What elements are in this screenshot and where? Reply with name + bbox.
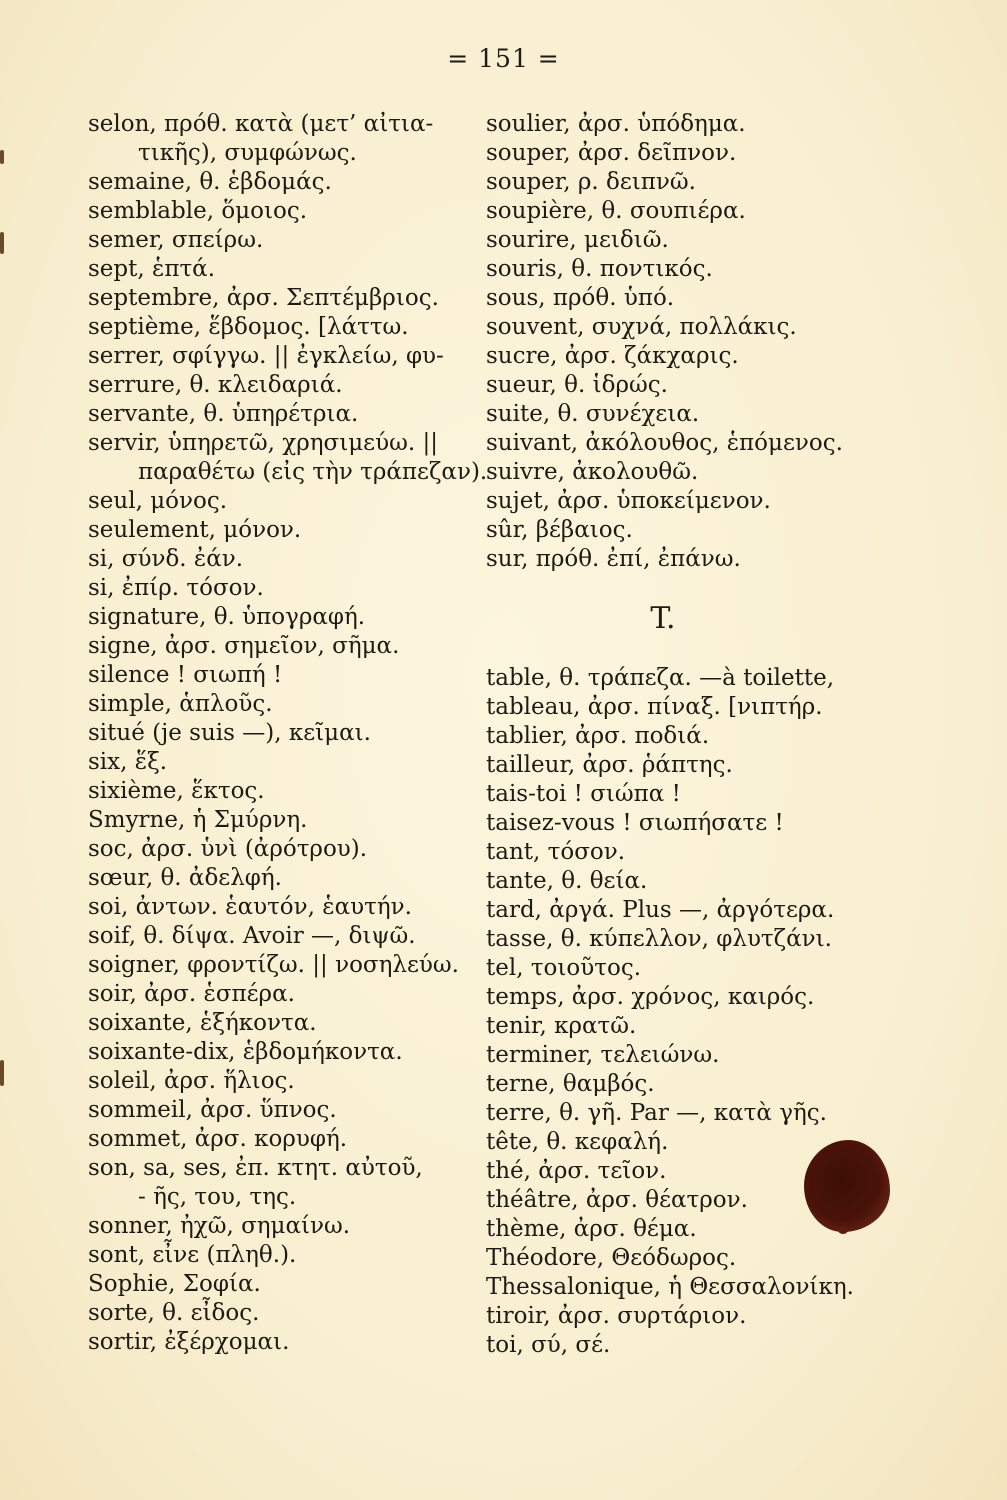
dictionary-entry: suivant, ἀκόλουθος, ἑπόμενος. <box>486 430 843 456</box>
dictionary-entry: semblable, ὅμοιος. <box>88 198 308 224</box>
dictionary-entry: semer, σπείρω. <box>88 227 264 253</box>
dictionary-entry: Thessalonique, ἡ Θεσσαλονίκη. <box>486 1274 854 1300</box>
dictionary-entry: soixante-dix, ἑβδομήκοντα. <box>88 1039 403 1065</box>
dictionary-entry: tasse, θ. κύπελλον, φλυτζάνι. <box>486 926 832 952</box>
dictionary-entry: sur, πρόθ. ἐπί, ἐπάνω. <box>486 546 741 572</box>
dictionary-entry: terne, θαμβός. <box>486 1071 655 1097</box>
dictionary-entry: tiroir, ἀρσ. συρτάριον. <box>486 1303 747 1329</box>
dictionary-entry: sucre, ἀρσ. ζάκχαρις. <box>486 343 739 369</box>
dictionary-entry: - ῆς, του, της. <box>138 1184 297 1210</box>
dictionary-entry: thème, ἀρσ. θέμα. <box>486 1216 697 1242</box>
dictionary-entry: tableau, ἀρσ. πίναξ. [νιπτήρ. <box>486 694 823 720</box>
dictionary-entry: soixante, ἑξήκοντα. <box>88 1010 317 1036</box>
dictionary-entry: sorte, θ. εἶδος. <box>88 1300 260 1326</box>
dictionary-entry: tailleur, ἀρσ. ῥάπτης. <box>486 752 733 778</box>
dictionary-entry: situé (je suis —), κεῖμαι. <box>88 720 371 746</box>
t-entries <box>486 664 866 1360</box>
dictionary-entry: soulier, ἀρσ. ὑπόδημα. <box>486 111 746 137</box>
dictionary-entry: soigner, φροντίζω. || νοσηλεύω. <box>88 952 459 978</box>
ink-spot <box>838 1226 848 1234</box>
dictionary-entry: signature, θ. ὑπογραφή. <box>88 604 366 630</box>
dictionary-entry: sueur, θ. ἱδρώς. <box>486 372 668 398</box>
edge-mark <box>0 150 4 164</box>
dictionary-entry: soi, ἀντων. ἑαυτόν, ἑαυτήν. <box>88 894 412 920</box>
dictionary-entry: sortir, ἐξέρχομαι. <box>88 1329 290 1355</box>
dictionary-entry: septembre, ἀρσ. Σεπτέμβριος. <box>88 285 439 311</box>
edge-mark <box>0 232 4 254</box>
dictionary-entry: sept, ἑπτά. <box>88 256 216 282</box>
dictionary-entry: sûr, βέβαιος. <box>486 517 633 543</box>
dictionary-entry: terre, θ. γῆ. Par —, κατὰ γῆς. <box>486 1100 827 1126</box>
dictionary-entry: toi, σύ, σέ. <box>486 1332 611 1358</box>
ink-stain <box>804 1140 890 1232</box>
dictionary-entry: sujet, ἀρσ. ὑποκείμενον. <box>486 488 771 514</box>
dictionary-entry: suivre, ἀκολουθῶ. <box>486 459 699 485</box>
dictionary-entry: servir, ὑπηρετῶ, χρησιμεύω. || <box>88 430 438 456</box>
dictionary-entry: souper, ἀρσ. δεῖπνον. <box>486 140 737 166</box>
dictionary-entry: serrer, σφίγγω. || ἐγκλείω, φυ- <box>88 343 444 369</box>
dictionary-entry: thé, ἀρσ. τεῖον. <box>486 1158 667 1184</box>
dictionary-entry: servante, θ. ὑπηρέτρια. <box>88 401 359 427</box>
dictionary-entry: terminer, τελειώνω. <box>486 1042 720 1068</box>
left-column <box>88 110 488 1357</box>
dictionary-entry: sous, πρόθ. ὑπό. <box>486 285 675 311</box>
dictionary-entry: παραθέτω (εἰς τὴν τράπεζαν). <box>138 459 488 485</box>
dictionary-entry: sonner, ἠχῶ, σημαίνω. <box>88 1213 351 1239</box>
dictionary-entry: sommet, ἀρσ. κορυφή. <box>88 1126 348 1152</box>
dictionary-entry: tenir, κρατῶ. <box>486 1013 637 1039</box>
dictionary-entry: soupière, θ. σουπιέρα. <box>486 198 746 224</box>
dictionary-entry: serrure, θ. κλειδαριά. <box>88 372 343 398</box>
dictionary-entry: théâtre, ἀρσ. θέατρον. <box>486 1187 748 1213</box>
dictionary-entry: τικῆς), συμφώνως. <box>138 140 357 166</box>
dictionary-entry: soif, θ. δίψα. Avoir —, διψῶ. <box>88 923 416 949</box>
dictionary-entry: silence ! σιωπή ! <box>88 662 283 688</box>
dictionary-entry: Smyrne, ἡ Σμύρνη. <box>88 807 308 833</box>
dictionary-entry: table, θ. τράπεζα. —à toilette, <box>486 665 835 691</box>
dictionary-entry: son, sa, ses, ἐπ. κτητ. αὐτοῦ, <box>88 1155 423 1181</box>
dictionary-entry: temps, ἀρσ. χρόνος, καιρός. <box>486 984 815 1010</box>
dictionary-entry: selon, πρόθ. κατὰ (μετ’ αἰτια- <box>88 111 434 137</box>
dictionary-entry: souper, ρ. δειπνῶ. <box>486 169 696 195</box>
dictionary-entry: sont, εἶνε (πληθ.). <box>88 1242 297 1268</box>
dictionary-entry: suite, θ. συνέχεια. <box>486 401 700 427</box>
dictionary-entry: soleil, ἀρσ. ἥλιος. <box>88 1068 295 1094</box>
dictionary-entry: souvent, συχνά, πολλάκις. <box>486 314 797 340</box>
dictionary-entry: tant, τόσον. <box>486 839 626 865</box>
dictionary-entry: sommeil, ἀρσ. ὕπνος. <box>88 1097 337 1123</box>
dictionary-entry: sœur, θ. ἀδελφή. <box>88 865 282 891</box>
dictionary-entry: tais-toi ! σιώπα ! <box>486 781 681 807</box>
dictionary-entry: si, σύνδ. ἐάν. <box>88 546 244 572</box>
dictionary-entry: tante, θ. θεία. <box>486 868 648 894</box>
dictionary-entry: Sophie, Σοφία. <box>88 1271 261 1297</box>
dictionary-entry: si, ἐπίρ. τόσον. <box>88 575 264 601</box>
dictionary-entry: souris, θ. ποντικός. <box>486 256 713 282</box>
dictionary-entry: tel, τοιοῦτος. <box>486 955 642 981</box>
dictionary-entry: sourire, μειδιῶ. <box>486 227 669 253</box>
dictionary-entry: seulement, μόνον. <box>88 517 302 543</box>
dictionary-entry: Théodore, Θεόδωρος. <box>486 1245 737 1271</box>
dictionary-entry: six, ἕξ. <box>88 749 168 775</box>
dictionary-entry: septième, ἕβδομος. [λάττω. <box>88 314 409 340</box>
dictionary-entry: sixième, ἕκτος. <box>88 778 265 804</box>
dictionary-entry: seul, μόνος. <box>88 488 228 514</box>
dictionary-entry: tard, ἀργά. Plus —, ἀργότερα. <box>486 897 835 923</box>
dictionary-entry: soc, ἀρσ. ὑνὶ (ἀρότρου). <box>88 836 368 862</box>
dictionary-entry: signe, ἀρσ. σημεῖον, σῆμα. <box>88 633 400 659</box>
page-number: = 151 = <box>447 44 560 73</box>
section-letter-t: T. <box>650 601 676 636</box>
dictionary-entry: tablier, ἀρσ. ποδιά. <box>486 723 710 749</box>
dictionary-entry: soir, ἀρσ. ἑσπέρα. <box>88 981 295 1007</box>
edge-mark <box>0 1060 4 1086</box>
s-entries <box>486 110 866 574</box>
dictionary-entry: taisez-vous ! σιωπήσατε ! <box>486 810 784 836</box>
dictionary-entry: tête, θ. κεφαλή. <box>486 1129 669 1155</box>
dictionary-entry: semaine, θ. ἑβδομάς. <box>88 169 332 195</box>
dictionary-entry: simple, ἁπλοῦς. <box>88 691 273 717</box>
